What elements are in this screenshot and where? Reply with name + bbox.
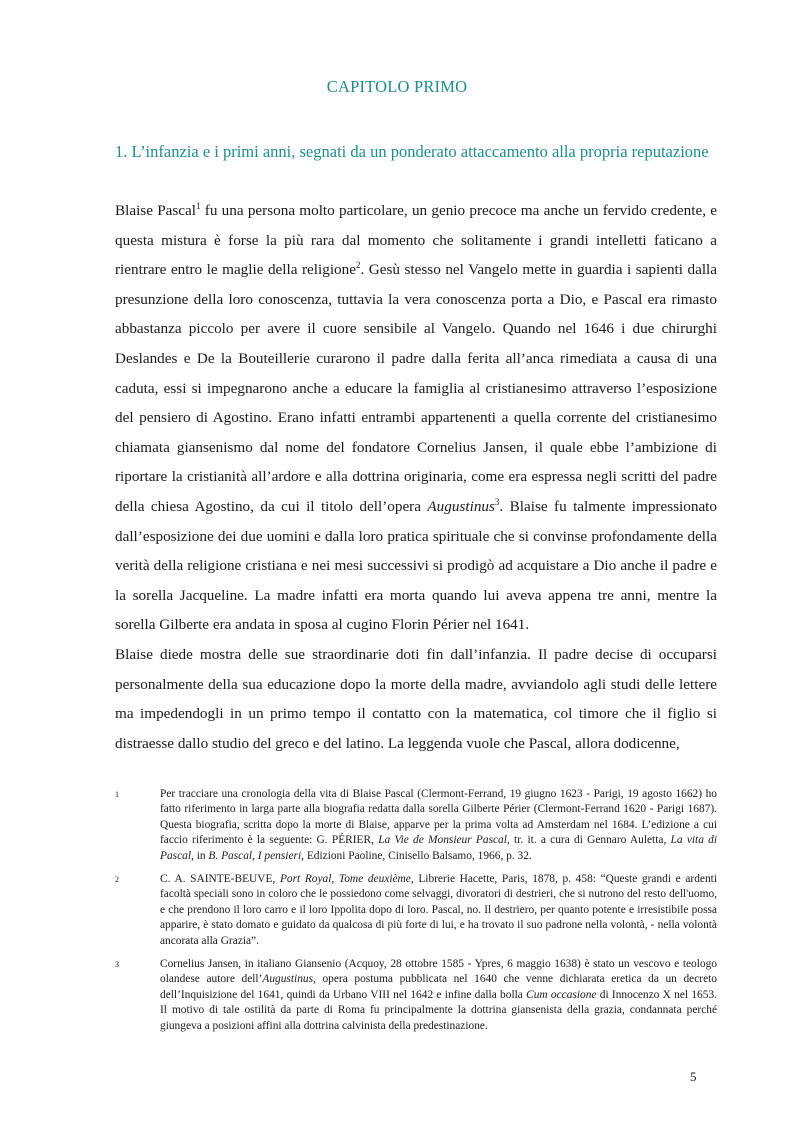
paragraph-2: Blaise diede mostra delle sue straordinarie doti fin dall’infanzia. Il padre decise di occuparsi personalmente della sua educazione dopo la morte della madre, avviandolo agli studi delle lettere ma impedendogli in un primo tempo il contatto con la matematica, col timore che il figlio si distraesse dallo studio del greco e del latino. La leggenda vuole che Pascal, allora dodicenne, [115, 645, 717, 752]
footnotes [115, 787, 717, 1042]
footnote-span: Cornelius Jansen, in italiano Giansenio (Acquoy, 28 ottobre 1585 - Ypres, 6 maggio 1638) è stato un vescovo e teologo olandese autore dell’ [160, 958, 717, 986]
footnote-3 [115, 957, 717, 1034]
footnote-span: , in [191, 849, 209, 862]
footnote-ref-2[interactable]: 2 [355, 260, 361, 271]
footnote-number: 2 [115, 875, 119, 885]
paragraph-text: . Gesù stesso nel Vangelo mette in guardia i sapienti dalla presunzione della loro conoscenza, tuttavia la vera conoscenza porta a Dio, e Pascal era rimasto abbastanza piccolo per avere il cuore sensibile al Vangelo. Quando nel 1646 i due chirurghi Deslandes e De la Bouteillerie curarono il padre dalla ferita all’anca rimediata a causa di una caduta, essi si impegnarono anche a educare la famiglia al cristianesimo attraverso l’esposizione del pensiero di Agostino. Erano infatti entrambi appartenenti a quella corrente del cristianesimo chiamata giansenismo dal nome del fondatore Cornelius Jansen, il quale ebbe l’ambizione di riportare la cristianità all’ardore e alla dottrina originaria, come era espressa negli scritti del padre della chiesa Agostino, da cui il titolo dell’opera [115, 261, 718, 515]
footnote-italic: B. Pascal, I pensieri [208, 849, 302, 862]
footnote-span: Per tracciare una cronologia della vita di Blaise Pascal (Clermont-Ferrand, 19 giugno 1623 - Parigi, 19 agosto 1662) ho fatto riferimento in larga parte alla biografia redatta dalla sorella Gilberte Périer (Clermont-Ferrand 1620 - Parigi 1687). Questa biografia, scritta dopo la morte di Blaise, apparve per la prima volta ad Amsterdam nel 1684. L’edizione a cui faccio riferimento è la seguente: G. PÉRIER, [160, 788, 717, 847]
paragraph-text: fu una persona molto particolare, un genio precoce ma anche un fervido credente, e questa mistura è forse la più rara dal momento che solitamente i grandi intelletti faticano a rientrare entro le maglie della religione [115, 202, 717, 279]
paragraph-1 [115, 196, 717, 640]
footnote-italic: Port Royal, Tome deuxième [279, 873, 411, 886]
footnote-number: 1 [115, 790, 119, 799]
footnote-text [160, 957, 717, 1034]
footnote-italic: Cum occasione [526, 988, 597, 1001]
page-number: 5 [690, 1069, 697, 1084]
footnote-span: , opera postuma pubblicata nel 1640 che venne dichiarata eretica da un decreto dell’Inquisizione del 1641, quindi da Urbano VIII nel 1642 e infine dalla bolla [160, 973, 717, 1001]
footnote-text [160, 787, 717, 864]
footnote-1 [115, 787, 717, 864]
footnote-italic: La vita di Pascal [160, 834, 717, 862]
paragraph-text: . Blaise fu talmente impressionato dall’esposizione dei due uomini e dalla loro pratica spirituale che si convinse profondamente della verità della religione cristiana e nei mesi successivi si prodigò ad acquistare a Dio anche il padre e la sorella Jacqueline. La madre infatti era morta quando lui aveva appena tre anni, mentre la sorella Gilberte era andata in sposa al cugino Florin Périer nel 1641. [115, 497, 717, 634]
book-title: Augustinus [427, 497, 495, 515]
chapter-title: CAPITOLO PRIMO [326, 77, 468, 96]
paragraph-text: Blaise Pascal [115, 202, 197, 219]
footnote-italic: Augustinus [262, 973, 314, 986]
footnote-text [160, 872, 717, 949]
footnote-ref-3[interactable]: 3 [494, 496, 500, 507]
section-heading: 1. L’infanzia e i primi anni, segnati da un ponderato attaccamento alla propria reputazione [115, 142, 709, 161]
footnote-span: C. A. SAINTE-BEUVE, [160, 873, 280, 886]
footnote-span: , Librerie Hacette, Paris, 1878, p. 458: “Queste grandi e ardenti facoltà speciali sono in coloro che le possiedono come selvaggi, divoratori di destrieri, che si nutrono del resto dell'uomo, e che prendono il loro carro e il loro Ippolita dopo di loro. Pascal, no. Il destriero, per quanto potente e irresistibile possa apparire, è stato domato e guidato da qualcosa di più forte di lui, e ha trovato il suo padrone nella volontà, - nella volontà ancorata alla Grazia”. [160, 873, 717, 947]
footnote-span: , Edizioni Paoline, Cinisello Balsamo, 1966, p. 32. [301, 849, 532, 862]
footnote-span: di Innocenzo X nel 1653. Il motivo di tale ostilità da parte di Roma fu principalmente la dottrina giansenista della grazia, condannata perché giungeva a posizioni affini alla dottrina calvinista della predestinazione. [160, 988, 717, 1032]
footnote-ref-1[interactable]: 1 [196, 200, 201, 211]
footnote-separator [115, 775, 315, 776]
body-text [115, 196, 717, 758]
footnote-span: , tr. it. a cura di Gennaro Auletta, [506, 834, 671, 847]
footnote-italic: La Vie de Monsieur Pascal [378, 834, 507, 847]
footnote-number: 3 [115, 960, 119, 970]
footnote-2 [115, 872, 717, 949]
